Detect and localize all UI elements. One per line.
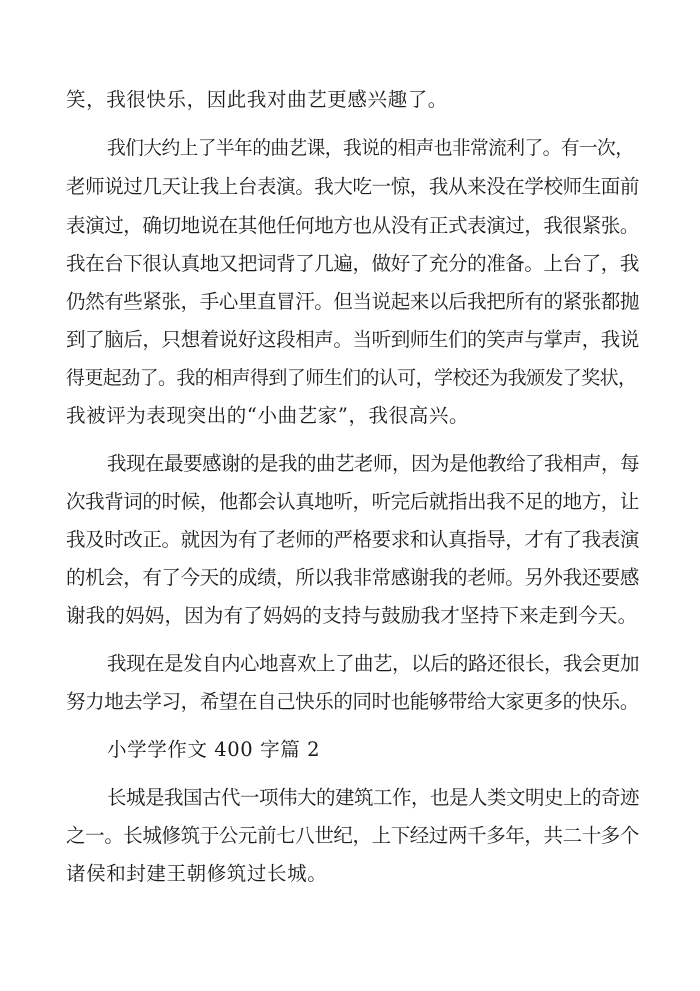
text-line: 我在台下很认真地又把词背了几遍，做好了充分的准备。上台了，我 [66, 252, 640, 275]
text-line: 努力地去学习，希望在自己快乐的同时也能够带给大家更多的快乐。 [66, 690, 640, 713]
text-line: 我现在最要感谢的是我的曲艺老师，因为是他教给了我相声，每 [107, 452, 640, 475]
text-line: 我被评为表现突出的“小曲艺家”，我很高兴。 [66, 404, 470, 427]
text-line: 表演过，确切地说在其他任何地方也从没有正式表演过，我很紧张。 [66, 214, 640, 237]
text-line: 的机会，有了今天的成绩，所以我非常感谢我的老师。另外我还要感 [66, 566, 640, 589]
text-line: 我及时改正。就因为有了老师的严格要求和认真指导，才有了我表演 [66, 528, 640, 551]
text-line: 谢我的妈妈，因为有了妈妈的支持与鼓励我才坚持下来走到今天。 [66, 604, 638, 627]
text-line: 次我背词的时候，他都会认真地听，听完后就指出我不足的地方，让 [66, 490, 640, 513]
text-line: 长城是我国古代一项伟大的建筑工作，也是人类文明史上的奇迹 [107, 786, 640, 809]
text-line: 得更起劲了。我的相声得到了师生们的认可，学校还为我颁发了奖状， [66, 367, 637, 389]
section-heading: 小学学作文 400 字篇 2 [107, 738, 321, 761]
text-line: 老师说过几天让我上台表演。我大吃一惊，我从来没在学校师生面前 [66, 175, 640, 198]
text-line: 之一。长城修筑于公元前七八世纪，上下经过两千多年，共二十多个 [66, 824, 640, 847]
text-line: 诸侯和封建王朝修筑过长城。 [66, 862, 328, 885]
text-line: 到了脑后，只想着说好这段相声。当听到师生们的笑声与掌声，我说 [66, 328, 640, 351]
text-line: 笑，我很快乐，因此我对曲艺更感兴趣了。 [66, 88, 448, 111]
text-line: 我现在是发自内心地喜欢上了曲艺，以后的路还很长，我会更加 [107, 652, 640, 675]
text-line: 我们大约上了半年的曲艺课，我说的相声也非常流利了。有一次， [107, 138, 634, 159]
text-line: 仍然有些紧张，手心里直冒汗。但当说起来以后我把所有的紧张都抛 [66, 290, 640, 313]
